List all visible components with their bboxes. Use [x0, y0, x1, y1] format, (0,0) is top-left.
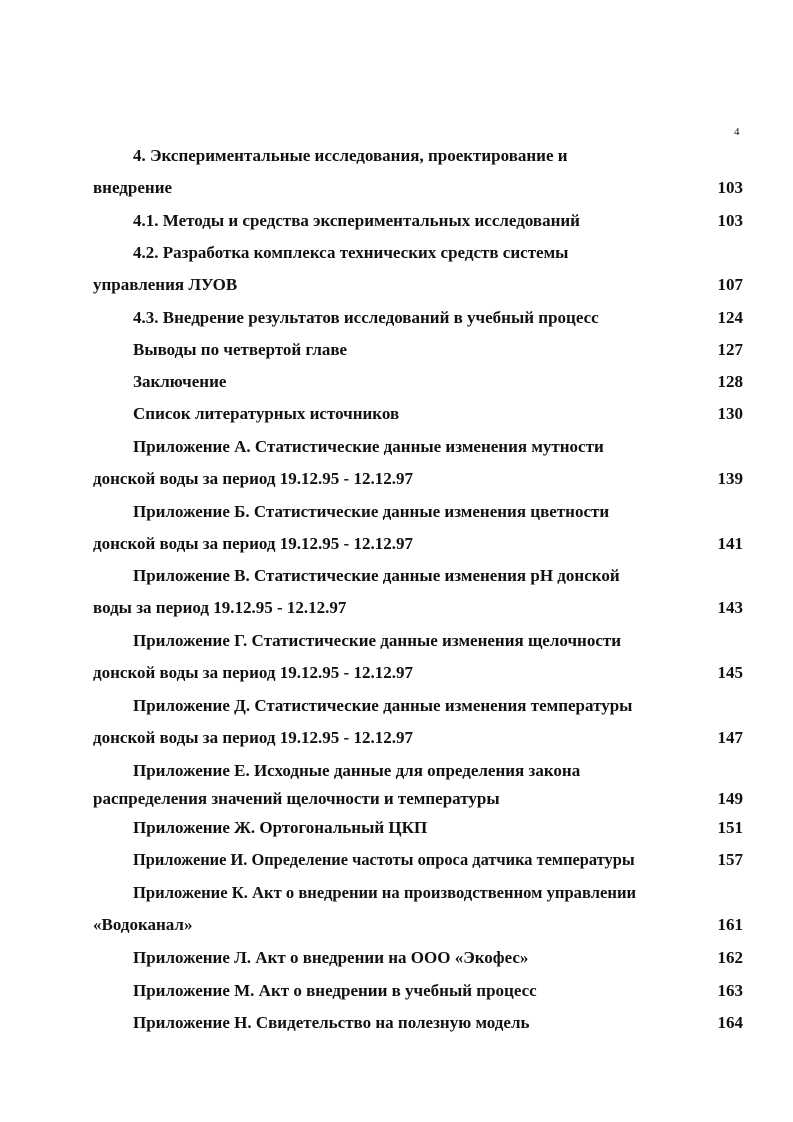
toc-entry-title-continuation: внедрение — [93, 178, 173, 197]
toc-entry-title: Приложение Г. Статистические данные изменения щелочности — [133, 631, 622, 650]
toc-entry-page: 164 — [717, 1013, 743, 1032]
toc-entry-page: 145 — [717, 663, 743, 682]
toc-entry-page: 149 — [717, 789, 743, 808]
toc-entry-title-continuation: управления ЛУОВ — [93, 275, 238, 294]
toc-entry-page: 139 — [717, 469, 743, 488]
toc-entry-page: 141 — [717, 534, 743, 553]
toc-entry-page: 162 — [717, 948, 743, 967]
toc-entry-title: Приложение В. Статистические данные изменения pH донской — [133, 566, 620, 585]
toc-entry-title: Список литературных источников — [133, 404, 400, 423]
toc-entry-title-continuation: донской воды за период 19.12.95 - 12.12.97 — [93, 663, 413, 682]
toc-entry-page: 128 — [717, 372, 743, 391]
toc-entry-page: 107 — [717, 275, 743, 294]
toc-entry-title: 4.2. Разработка комплекса технических средств системы — [133, 243, 569, 262]
toc-entry-page: 157 — [717, 850, 743, 869]
toc-entry-page: 151 — [717, 818, 743, 837]
toc-entry-title: Выводы по четвертой главе — [133, 340, 348, 359]
toc-entry-title: Приложение И. Определение частоты опроса датчика температуры — [133, 850, 635, 869]
toc-entry-title: Приложение Е. Исходные данные для определения закона — [133, 761, 581, 780]
page-number: 4 — [734, 126, 740, 138]
toc-entry-title: Приложение Б. Статистические данные изменения цветности — [133, 502, 610, 521]
toc-entry-page: 163 — [717, 981, 743, 1000]
toc-entry-page: 103 — [717, 178, 743, 197]
toc-entry-title: Приложение К. Акт о внедрении на производственном управлении — [133, 883, 637, 902]
toc-entry-title-continuation: донской воды за период 19.12.95 - 12.12.97 — [93, 534, 413, 553]
toc-entry-page: 143 — [717, 598, 743, 617]
toc-entry-title: Приложение Н. Свидетельство на полезную модель — [133, 1013, 530, 1032]
toc-entry-title: Заключение — [133, 372, 227, 391]
toc-entry-title: Приложение Д. Статистические данные изменения температуры — [133, 696, 633, 715]
toc-entry-page: 130 — [717, 404, 743, 423]
toc-entry-page: 147 — [717, 728, 743, 747]
toc-entry-title: 4.1. Методы и средства экспериментальных исследований — [133, 211, 580, 230]
toc-entry-page: 103 — [717, 211, 743, 230]
toc-entry-title: 4. Экспериментальные исследования, проектирование и — [133, 146, 568, 165]
toc-entry-title-continuation: донской воды за период 19.12.95 - 12.12.97 — [93, 469, 413, 488]
toc-entry-title-continuation: воды за период 19.12.95 - 12.12.97 — [93, 598, 347, 617]
toc-entry-title: Приложение Л. Акт о внедрении на ООО «Экофес» — [133, 948, 529, 967]
toc-entry-title: Приложение Ж. Ортогональный ЦКП — [133, 818, 428, 837]
toc-entry-page: 127 — [717, 340, 743, 359]
toc-entry-title-continuation: донской воды за период 19.12.95 - 12.12.97 — [93, 728, 413, 747]
toc-entry-title: Приложение А. Статистические данные изменения мутности — [133, 437, 604, 456]
toc-entry-title: Приложение М. Акт о внедрении в учебный процесс — [133, 981, 537, 1000]
toc-entry-page: 124 — [717, 308, 743, 327]
toc-entry-title-continuation: «Водоканал» — [93, 915, 193, 934]
toc-entry-title: 4.3. Внедрение результатов исследований в учебный процесс — [133, 308, 599, 327]
toc-entry-page: 161 — [717, 915, 743, 934]
toc-entry-title-continuation: распределения значений щелочности и температуры — [93, 789, 500, 808]
